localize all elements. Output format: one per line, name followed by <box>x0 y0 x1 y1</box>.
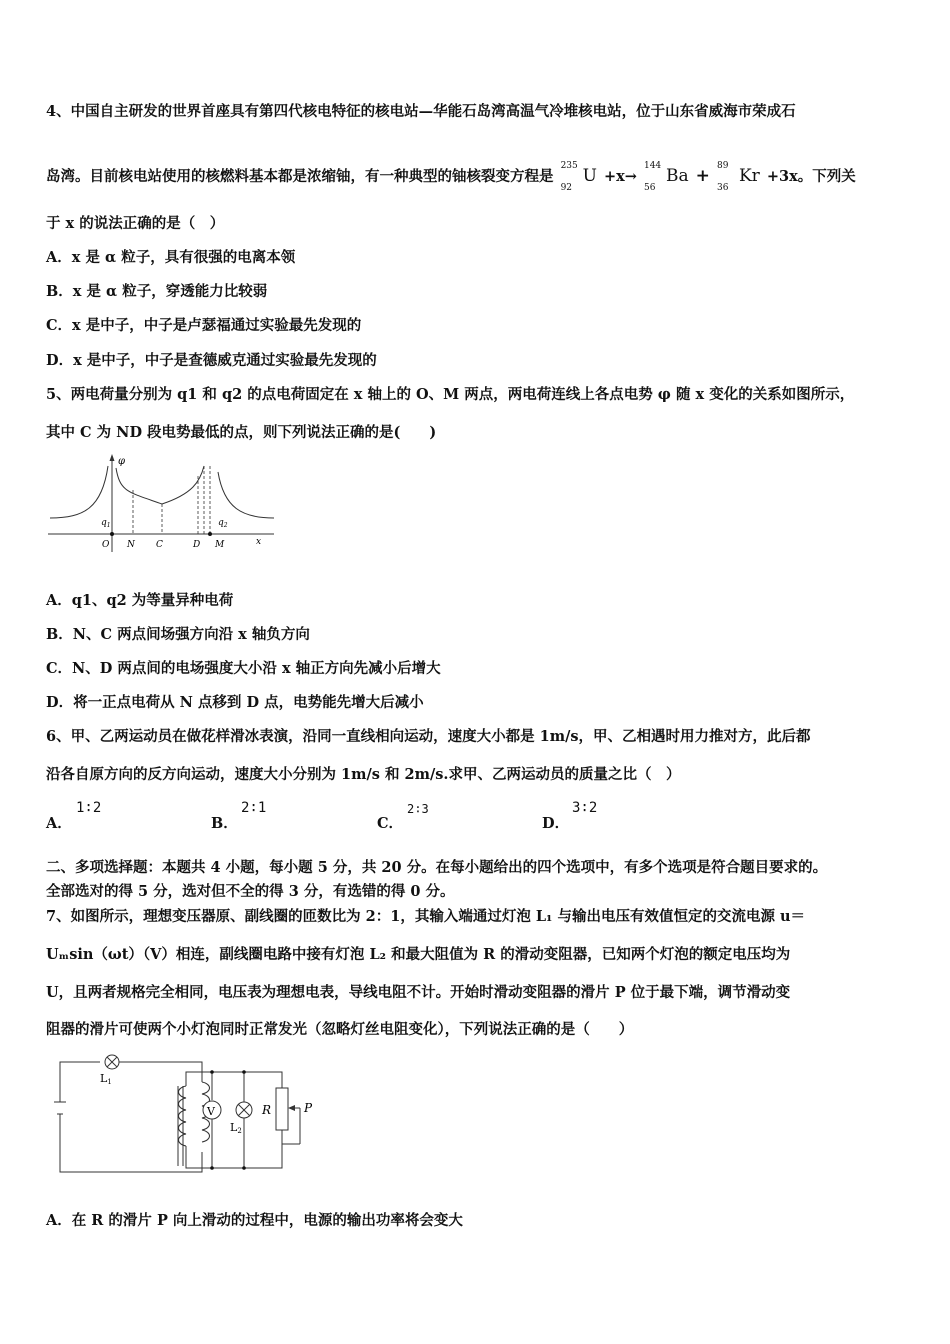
q5-option-b: B．N、C 两点间场强方向沿 x 轴负方向 <box>46 626 310 643</box>
q5-option-c: C．N、D 两点间的电场强度大小沿 x 轴正方向先减小后增大 <box>46 660 441 677</box>
point-label-c: C <box>156 540 163 550</box>
q5-option-a: A．q1、q2 为等量异种电荷 <box>46 592 234 609</box>
q7-line1: 7、如图所示，理想变压器原、副线圈的匝数比为 2：1，其输入端通过灯泡 L₁ 与输出电压有效值恒定的交流电源 u＝ <box>46 908 806 925</box>
q4-line3: 于 x 的说法正确的是（ ） <box>46 215 225 232</box>
nuclide-u235: 235 92 U <box>560 161 597 193</box>
charge-q2-label: $q_2$ <box>218 518 228 529</box>
potential-graph <box>44 452 278 556</box>
point-label-m: M <box>215 540 225 550</box>
exam-page: 4、中国自主研发的世界首座具有第四代核电特征的核电站—华能石岛湾高温气冷堆核电站，位于山东省威海市荣成石 岛湾。目前核电站使用的核燃料基本都是浓缩铀，有一种典型的铀核裂变方程是 235 92 U +x→ 144 56 Ba + 89 36 Kr +3x。下列关 于 x 的说法正确的是（ ） A．x 是 α 粒子，具有很强的电离本领 B．x 是 α 粒子，穿透能力比较弱 C．x 是中子，中子是卢瑟福通过实验最先发现的 D．x 是中子，中子是查德威克通过实验最先发现的 5、两电荷量分别为 q1 和 q2 的点电荷固定在 x 轴上的 O、M 两点，两电荷连线上各点电势 φ 随 x 变化的关系如图所示， 其中 C 为 ND 段电势最低的点，则下列说法正确的是( ) φ x $q_1$ $q_2$ O N C D M A．q1、q2 为等量异种电荷 B．N、C 两点间场强方向沿 x 轴负方向 C．N、D 两点间的电场强度大小沿 x 轴正方向先减小后增大 D．将一正点电荷从 N 点移到 D 点，电势能先增大后减小 6、甲、乙两运动员在做花样滑冰表演，沿同一直线相向运动，速度大小都是 1m/s，甲、乙相遇时用力推对方，此后都 沿各自原方向的反方向运动，速度大小分别为 1m/s 和 2m/s.求甲、乙两运动员的质量之比（ ） A． 1∶2 B． 2∶1 C． 2∶3 D． 3∶2 二、多项选择题：本题共 4 小题，每小题 5 分，共 20 分。在每小题给出的四个选项中，有多个选项是符合题目要求的。 全部选对的得 5 分，选对但不全的得 3 分，有选错的得 0 分。 7、如图所示，理想变压器原、副线圈的匝数比为 2：1，其输入端通过灯泡 L₁ 与输出电压有效值恒定的交流电源 u＝ Uₘsin（ωt）（V）相连，副线圈电路中接有灯泡 L₂ 和最大阻值为 R 的滑动变阻器，已知两个灯泡的额定电压均为 U，且两者规格完全相同，电压表为理想电表，导线电阻不计。开始时滑动变阻器的滑片 P 位于最下端，调节滑动变 阻器的滑片可使两个小灯泡同时正常发光（忽略灯丝电阻变化），下列说法正确的是（ ） V L1 L2 R P A．在 R 的滑片 P 向上滑动的过程中，电源的输出功率将会变大 <box>46 103 856 1229</box>
axis-label-phi: φ <box>118 456 126 467</box>
q5-line1: 5、两电荷量分别为 q1 和 q2 的点电荷固定在 x 轴上的 O、M 两点，两电荷连线上各点电势 φ 随 x 变化的关系如图所示， <box>46 386 855 403</box>
q6-line1: 6、甲、乙两运动员在做花样滑冰表演，沿同一直线相向运动，速度大小都是 1m/s，甲、乙相遇时用力推对方，此后都 <box>46 728 811 745</box>
q7-option-a: A．在 R 的滑片 P 向上滑动的过程中，电源的输出功率将会变大 <box>46 1212 463 1229</box>
point-label-n: N <box>127 540 135 550</box>
q7-line4: 阻器的滑片可使两个小灯泡同时正常发光（忽略灯丝电阻变化），下列说法正确的是（ ） <box>46 1021 634 1038</box>
q5-line2: 其中 C 为 ND 段电势最低的点，则下列说法正确的是( ) <box>46 424 437 441</box>
voltmeter-label: V <box>207 1105 215 1118</box>
point-label-d: D <box>193 540 201 550</box>
charge-q1-label: $q_1$ <box>101 518 111 529</box>
q6-line2: 沿各自原方向的反方向运动，速度大小分别为 1m/s 和 2m/s.求甲、乙两运动员的质量之比（ ） <box>46 766 681 783</box>
q7-line3: U，且两者规格完全相同，电压表为理想电表，导线电阻不计。开始时滑动变阻器的滑片 P 位于最下端，调节滑动变 <box>46 984 791 1001</box>
q4-line2-text: 岛湾。目前核电站使用的核燃料基本都是浓缩铀，有一种典型的铀核裂变方程是 <box>46 168 554 185</box>
eq-plus: + <box>695 166 710 186</box>
q4-option-a: A．x 是 α 粒子，具有很强的电离本领 <box>46 249 296 266</box>
lamp2-label: L2 <box>230 1121 242 1135</box>
charge-q1-dot <box>110 532 114 536</box>
charge-q2-dot <box>208 532 212 536</box>
transformer-circuit <box>52 1052 322 1176</box>
q4-option-c: C．x 是中子，中子是卢瑟福通过实验最先发现的 <box>46 317 362 334</box>
slider-label: P <box>304 1101 313 1115</box>
q7-line2: Uₘsin（ωt）（V）相连，副线圈电路中接有灯泡 L₂ 和最大阻值为 R 的滑动变阻器，已知两个灯泡的额定电压均为 <box>46 946 791 963</box>
eq-tail: +3x。下列关 <box>766 168 856 185</box>
eq-plus-x-arrow: +x→ <box>603 168 637 185</box>
lamp1-label: L1 <box>100 1072 112 1086</box>
q4-option-d: D．x 是中子，中子是查德威克通过实验最先发现的 <box>46 352 377 369</box>
q5-option-d: D．将一正点电荷从 N 点移到 D 点，电势能先增大后减小 <box>46 694 424 711</box>
axis-label-x: x <box>256 537 262 547</box>
q4-line2 <box>46 161 856 193</box>
nuclide-ba144: 144 56 Ba <box>643 161 689 193</box>
nuclide-kr89: 89 36 Kr <box>716 161 760 193</box>
section2-line2: 全部选对的得 5 分，选对但不全的得 3 分，有选错的得 0 分。 <box>46 883 455 900</box>
section2-line1: 二、多项选择题：本题共 4 小题，每小题 5 分，共 20 分。在每小题给出的四个选项中，有多个选项是符合题目要求的。 <box>46 859 828 876</box>
q4-line1: 4、中国自主研发的世界首座具有第四代核电特征的核电站—华能石岛湾高温气冷堆核电站，位于山东省威海市荣成石 <box>46 103 796 120</box>
point-label-o: O <box>102 540 110 550</box>
q4-option-b: B．x 是 α 粒子，穿透能力比较弱 <box>46 283 268 300</box>
resistor-label: R <box>262 1103 272 1117</box>
